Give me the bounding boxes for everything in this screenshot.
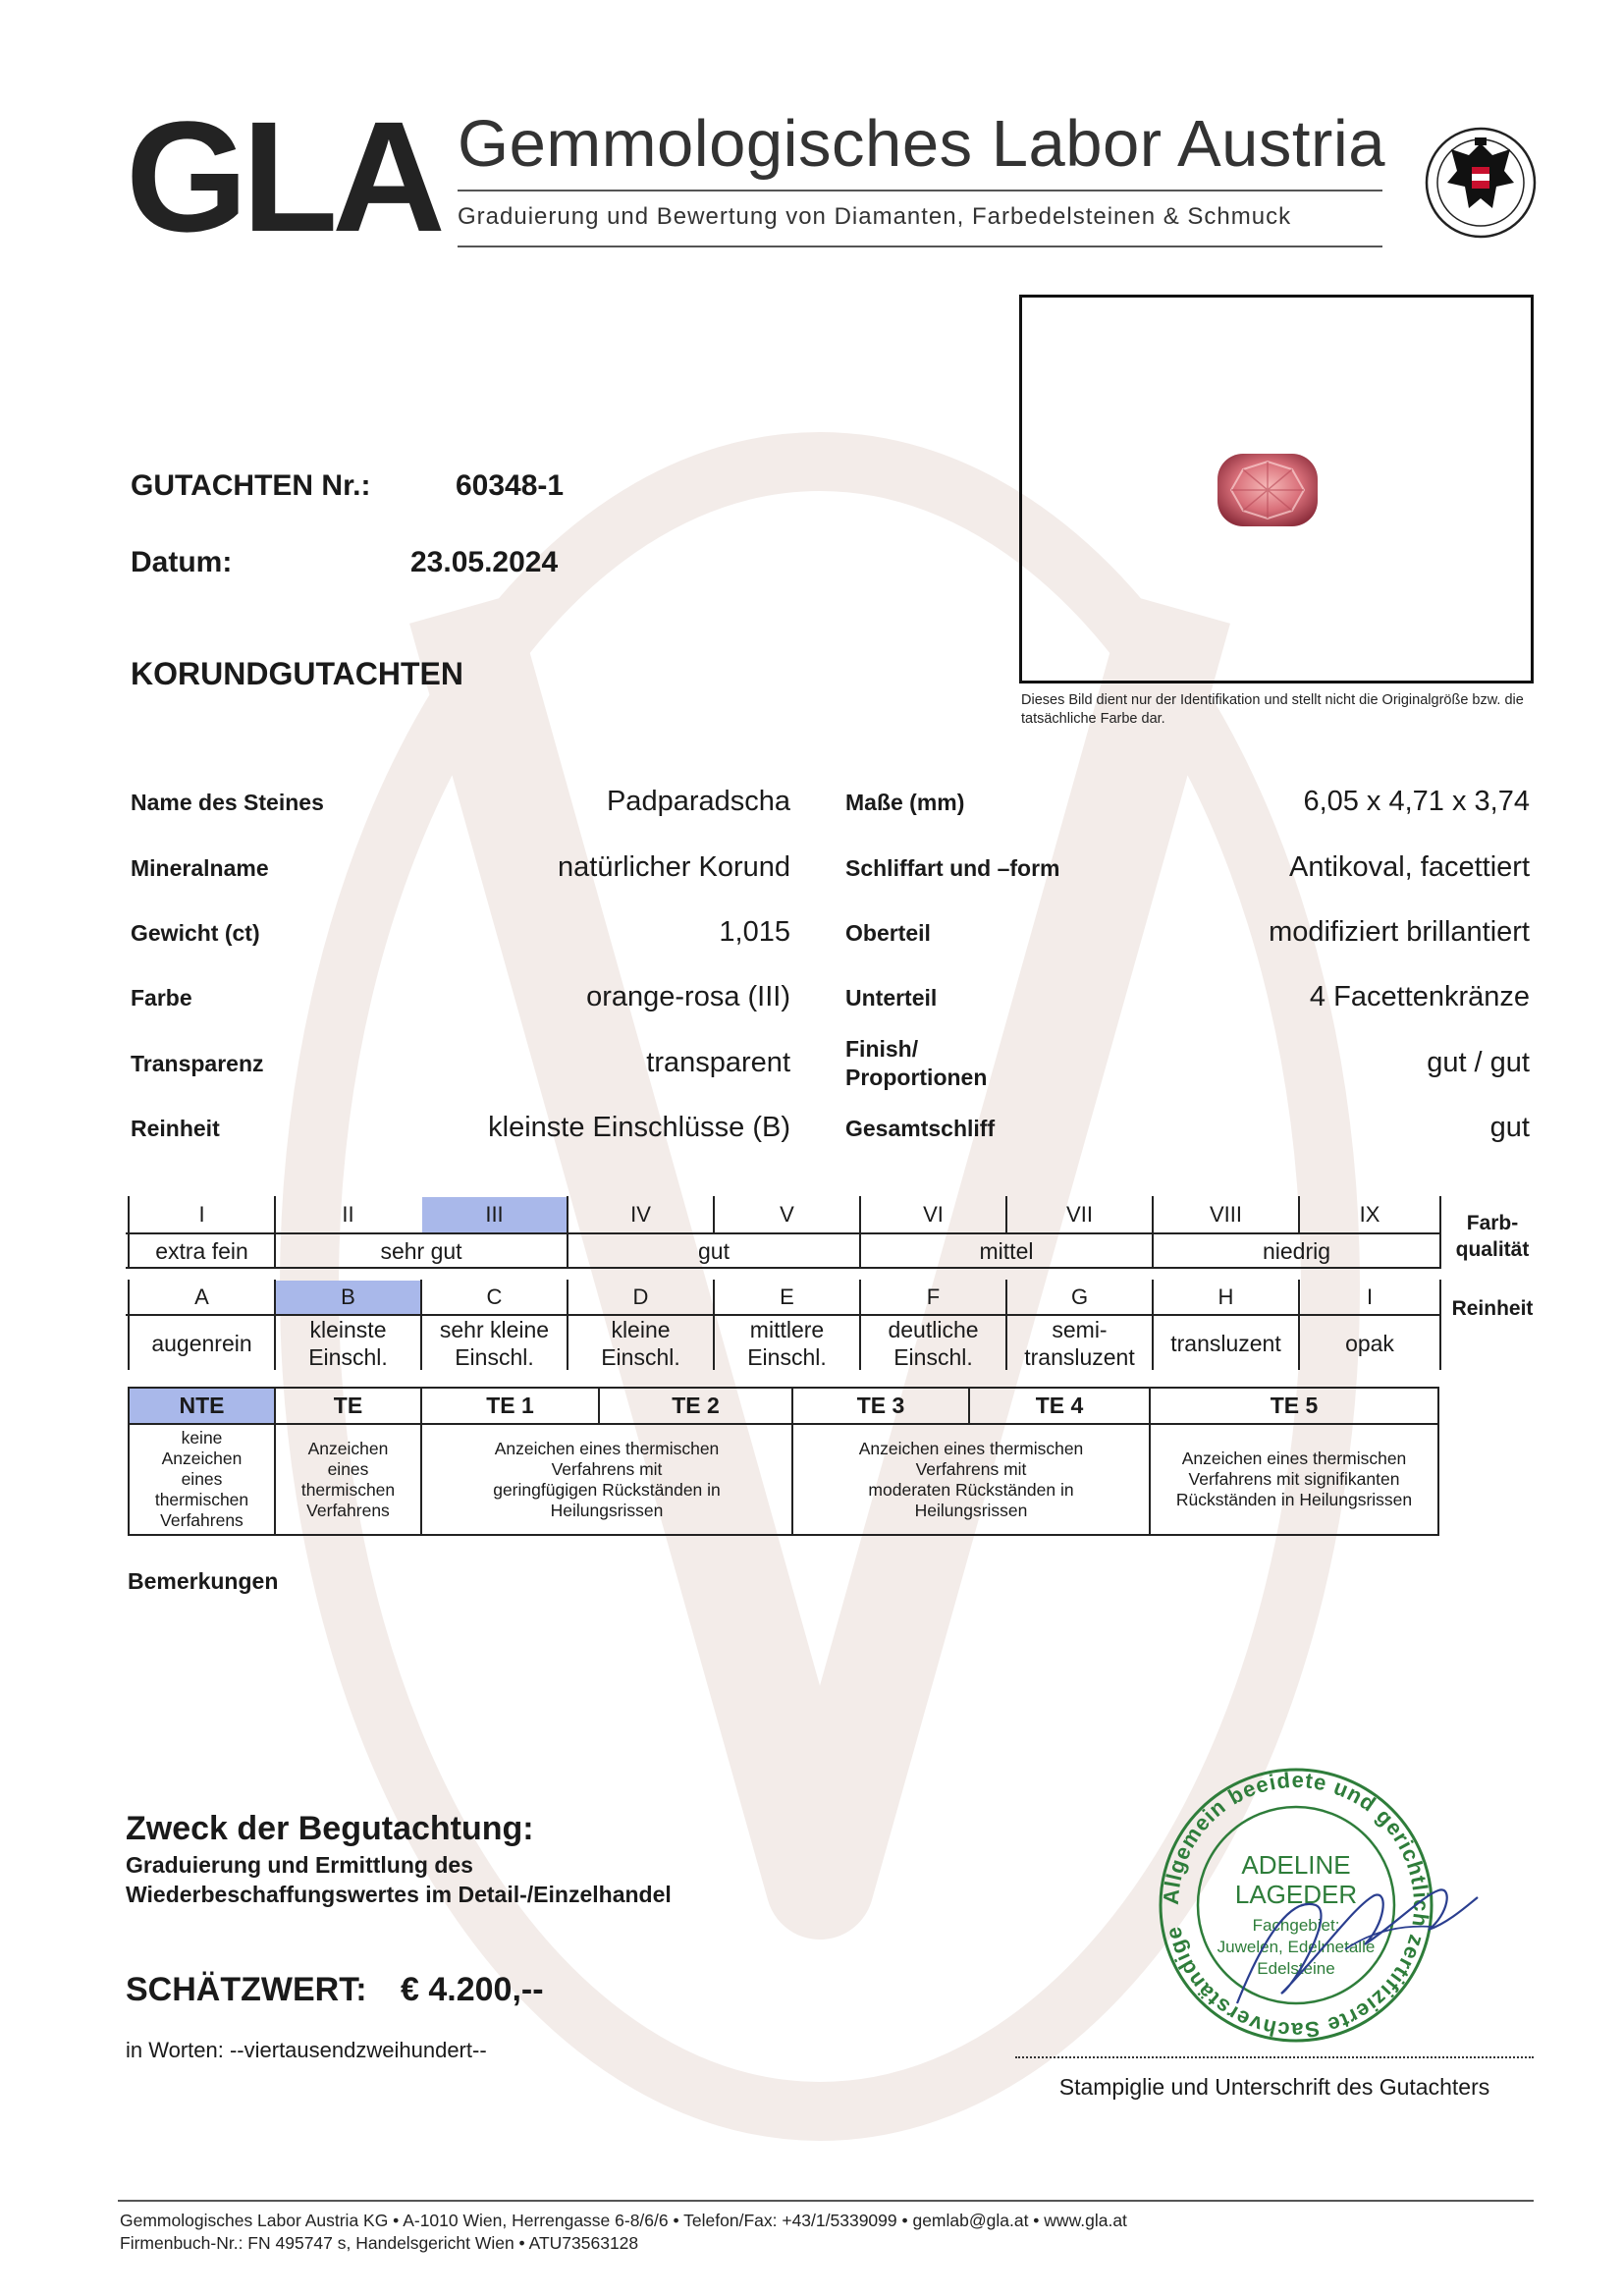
gla-logo: GLA bbox=[126, 88, 440, 264]
treatment-desc-line: Heilungsrissen bbox=[914, 1500, 1028, 1520]
treatment-desc bbox=[793, 1425, 1149, 1534]
report-number: 60348-1 bbox=[456, 469, 565, 502]
color-quality-title-line: qualität bbox=[1455, 1238, 1530, 1261]
footer-divider bbox=[118, 2200, 1534, 2202]
treatment-grade: TE 3 bbox=[856, 1393, 905, 1418]
color-grade: IX bbox=[1359, 1202, 1380, 1227]
prop-label: Name des Steines bbox=[131, 790, 324, 815]
color-group: gut bbox=[698, 1237, 730, 1264]
treatment-desc-line: thermischen bbox=[300, 1479, 396, 1500]
clarity-desc bbox=[715, 1316, 859, 1370]
treatment-desc-line: Heilungsrissen bbox=[550, 1500, 664, 1520]
clarity-desc-line: mittlere bbox=[749, 1316, 825, 1342]
gemstone-image bbox=[1214, 450, 1322, 530]
treatment-desc bbox=[422, 1425, 791, 1534]
purpose-text: Graduierung und Ermittlung des bbox=[126, 1852, 473, 1878]
photo-disclaimer: Dieses Bild dient nur der Identifikation und stellt nicht die Originalgröße bzw. die tatsächliche Farbe dar. bbox=[1021, 692, 1524, 727]
treatment-grade: TE 1 bbox=[486, 1393, 534, 1418]
treatment-desc-line: Verfahrens bbox=[306, 1500, 390, 1520]
prop-value: kleinste Einschlüsse (B) bbox=[488, 1112, 790, 1143]
clarity-desc-line: transluzent bbox=[1024, 1343, 1135, 1370]
valuation-label: SCHÄTZWERT: bbox=[126, 1971, 367, 2008]
austrian-eagle-crest-icon bbox=[1422, 114, 1540, 251]
report-title: KORUNDGUTACHTEN bbox=[131, 656, 463, 691]
clarity-desc-line: deutliche bbox=[888, 1316, 979, 1342]
treatment-desc-line: Anzeichen eines thermischen bbox=[1181, 1449, 1407, 1468]
clarity-desc-line: Einschl. bbox=[308, 1343, 388, 1370]
footer-registry: Firmenbuch-Nr.: FN 495747 s, Handelsgericht Wien • ATU73563128 bbox=[120, 2233, 639, 2253]
treatment-desc-line: Anzeichen eines thermischen bbox=[494, 1438, 720, 1458]
clarity-grade: F bbox=[926, 1285, 941, 1309]
clarity-desc-line: Einschl. bbox=[601, 1343, 680, 1370]
clarity-desc bbox=[1154, 1316, 1298, 1370]
prop-value: modifiziert brillantiert bbox=[1269, 916, 1530, 948]
clarity-desc bbox=[1007, 1316, 1152, 1370]
treatment-desc bbox=[130, 1425, 274, 1534]
clarity-desc-line: augenrein bbox=[151, 1330, 252, 1356]
prop-value: Antikoval, facettiert bbox=[1289, 851, 1530, 883]
color-grade: VII bbox=[1066, 1202, 1093, 1227]
clarity-grade: G bbox=[1070, 1285, 1089, 1309]
clarity-desc bbox=[130, 1316, 274, 1370]
stamp-field: Fachgebiet: bbox=[1252, 1916, 1340, 1935]
clarity-desc-line: kleine bbox=[611, 1316, 671, 1342]
clarity-desc bbox=[1300, 1316, 1439, 1370]
prop-label: Maße (mm) bbox=[845, 790, 965, 815]
clarity-desc-line: sehr kleine bbox=[439, 1316, 550, 1342]
treatment-desc-line: keine bbox=[181, 1428, 223, 1448]
clarity-desc-line: kleinste bbox=[309, 1316, 387, 1342]
stamp-field: Edelsteine bbox=[1257, 1959, 1335, 1978]
signature-caption: Stampiglie und Unterschrift des Gutachters bbox=[1058, 2074, 1490, 2100]
color-group: sehr gut bbox=[380, 1237, 462, 1264]
prop-label: Proportionen bbox=[845, 1065, 988, 1090]
prop-label: Farbe bbox=[131, 985, 192, 1011]
purpose-title: Zweck der Begutachtung: bbox=[126, 1810, 534, 1847]
lab-tagline: Graduierung und Bewertung von Diamanten, Farbedelsteinen & Schmuck bbox=[458, 203, 1292, 230]
scale-divider bbox=[1439, 1280, 1441, 1370]
treatment-desc-line: moderaten Rückständen in bbox=[868, 1479, 1074, 1500]
prop-value: natürlicher Korund bbox=[558, 851, 790, 883]
stamp-field: Juwelen, Edelmetalle bbox=[1217, 1938, 1376, 1956]
report-number-label: GUTACHTEN Nr.: bbox=[131, 469, 371, 502]
treatment-grade: TE 2 bbox=[672, 1393, 720, 1418]
clarity-grade-selected: B bbox=[276, 1281, 420, 1314]
treatment-desc-line: Anzeichen bbox=[307, 1438, 389, 1458]
treatment-grade: TE 5 bbox=[1270, 1393, 1319, 1418]
scale-divider bbox=[1439, 1196, 1441, 1269]
clarity-desc-line: Einschl. bbox=[747, 1343, 827, 1370]
clarity-desc-line: semi- bbox=[1052, 1316, 1108, 1342]
footer-address: Gemmologisches Labor Austria KG • A-1010 Wien, Herrengasse 6-8/6/6 • Telefon/Fax: +43/1/5339099 • gemlab@gla.at • www.gla.at bbox=[120, 2211, 1127, 2230]
header-divider bbox=[458, 246, 1382, 247]
prop-label: Oberteil bbox=[845, 920, 931, 946]
prop-value: gut / gut bbox=[1427, 1047, 1530, 1078]
remarks-label: Bemerkungen bbox=[128, 1568, 279, 1594]
clarity-desc-line: opak bbox=[1345, 1330, 1394, 1356]
color-grade: V bbox=[780, 1202, 794, 1227]
treatment-desc bbox=[276, 1425, 420, 1534]
prop-label: Gesamtschliff bbox=[845, 1116, 996, 1141]
clarity-title: Reinheit bbox=[1451, 1297, 1534, 1320]
color-grade: IV bbox=[630, 1202, 651, 1227]
header-divider bbox=[458, 190, 1382, 191]
prop-label: Mineralname bbox=[131, 855, 269, 881]
color-group: extra fein bbox=[155, 1237, 248, 1264]
prop-value: transparent bbox=[646, 1047, 790, 1078]
lab-name: Gemmologisches Labor Austria bbox=[458, 107, 1385, 181]
stamp-name: ADELINE bbox=[1241, 1850, 1351, 1880]
treatment-grade-selected: NTE bbox=[130, 1389, 274, 1423]
treatment-desc-line: Verfahrens mit bbox=[915, 1458, 1027, 1479]
treatment-desc bbox=[1151, 1425, 1437, 1534]
clarity-desc bbox=[568, 1316, 713, 1370]
prop-label: Gewicht (ct) bbox=[131, 920, 260, 946]
clarity-grade: A bbox=[194, 1285, 209, 1309]
clarity-grade: I bbox=[1366, 1285, 1374, 1309]
prop-value: orange-rosa (III) bbox=[586, 981, 790, 1012]
report-date-label: Datum: bbox=[131, 546, 233, 578]
treatment-desc-line: Anzeichen eines thermischen bbox=[858, 1438, 1084, 1458]
clarity-desc bbox=[276, 1316, 420, 1370]
treatment-desc-line: Anzeichen bbox=[161, 1449, 243, 1468]
treatment-grade: TE bbox=[333, 1393, 363, 1418]
stamp-name: LAGEDER bbox=[1234, 1880, 1358, 1909]
signature-line bbox=[1015, 2056, 1534, 2058]
treatment-desc-line: geringfügigen Rückständen in bbox=[493, 1479, 721, 1500]
treatment-desc-line: eines bbox=[327, 1458, 369, 1479]
color-grade-selected: III bbox=[422, 1197, 567, 1232]
treatment-desc-line: thermischen bbox=[154, 1490, 249, 1509]
clarity-desc-line: transluzent bbox=[1170, 1330, 1281, 1356]
color-group: mittel bbox=[979, 1237, 1034, 1264]
color-grade: VI bbox=[923, 1202, 944, 1227]
prop-label: Finish/ bbox=[845, 1036, 919, 1062]
clarity-desc-line: Einschl. bbox=[455, 1343, 534, 1370]
prop-label: Schliffart und –form bbox=[845, 855, 1060, 881]
purpose-text: Wiederbeschaffungswertes im Detail-/Einzelhandel bbox=[126, 1882, 672, 1907]
prop-value: Padparadscha bbox=[606, 786, 790, 817]
prop-label: Reinheit bbox=[131, 1116, 220, 1141]
color-quality-title bbox=[1443, 1210, 1542, 1263]
valuation-amount: € 4.200,-- bbox=[401, 1971, 544, 2008]
stamp-ring-text: Allgemein beeidete und gerichtlich zertifizierte Sachverständige bbox=[1158, 1767, 1434, 2044]
treatment-desc-line: Verfahrens mit signifikanten bbox=[1188, 1469, 1400, 1489]
clarity-grade: D bbox=[632, 1285, 649, 1309]
treatment-desc-line: Rückständen in Heilungsrissen bbox=[1175, 1490, 1413, 1509]
prop-value: 1,015 bbox=[719, 916, 790, 948]
scale-rule bbox=[126, 1267, 1439, 1269]
prop-label: Unterteil bbox=[845, 985, 938, 1011]
clarity-grade: H bbox=[1217, 1285, 1234, 1309]
signature-scribble bbox=[1227, 1836, 1483, 2013]
color-grade: VIII bbox=[1209, 1202, 1242, 1227]
color-quality-title-line: Farb- bbox=[1466, 1212, 1519, 1234]
color-grade: II bbox=[342, 1202, 354, 1227]
color-group: niedrig bbox=[1262, 1237, 1331, 1264]
clarity-grade: E bbox=[780, 1285, 794, 1309]
color-grade: I bbox=[198, 1202, 205, 1227]
treatment-grade: TE 4 bbox=[1035, 1393, 1084, 1418]
clarity-grade: C bbox=[486, 1285, 503, 1309]
prop-value: 6,05 x 4,71 x 3,74 bbox=[1303, 786, 1530, 817]
clarity-desc-line: Einschl. bbox=[893, 1343, 973, 1370]
prop-value: gut bbox=[1489, 1112, 1530, 1143]
clarity-desc bbox=[861, 1316, 1005, 1370]
prop-value: 4 Facettenkränze bbox=[1309, 981, 1530, 1012]
clarity-desc bbox=[422, 1316, 567, 1370]
valuation-in-words: in Worten: --viertausendzweihundert-- bbox=[126, 2038, 487, 2062]
prop-label: Transparenz bbox=[131, 1051, 264, 1076]
report-date: 23.05.2024 bbox=[410, 546, 559, 578]
treatment-desc-line: Verfahrens mit bbox=[551, 1458, 663, 1479]
treatment-desc-line: Verfahrens bbox=[160, 1510, 243, 1530]
treatment-desc-line: eines bbox=[181, 1469, 223, 1489]
